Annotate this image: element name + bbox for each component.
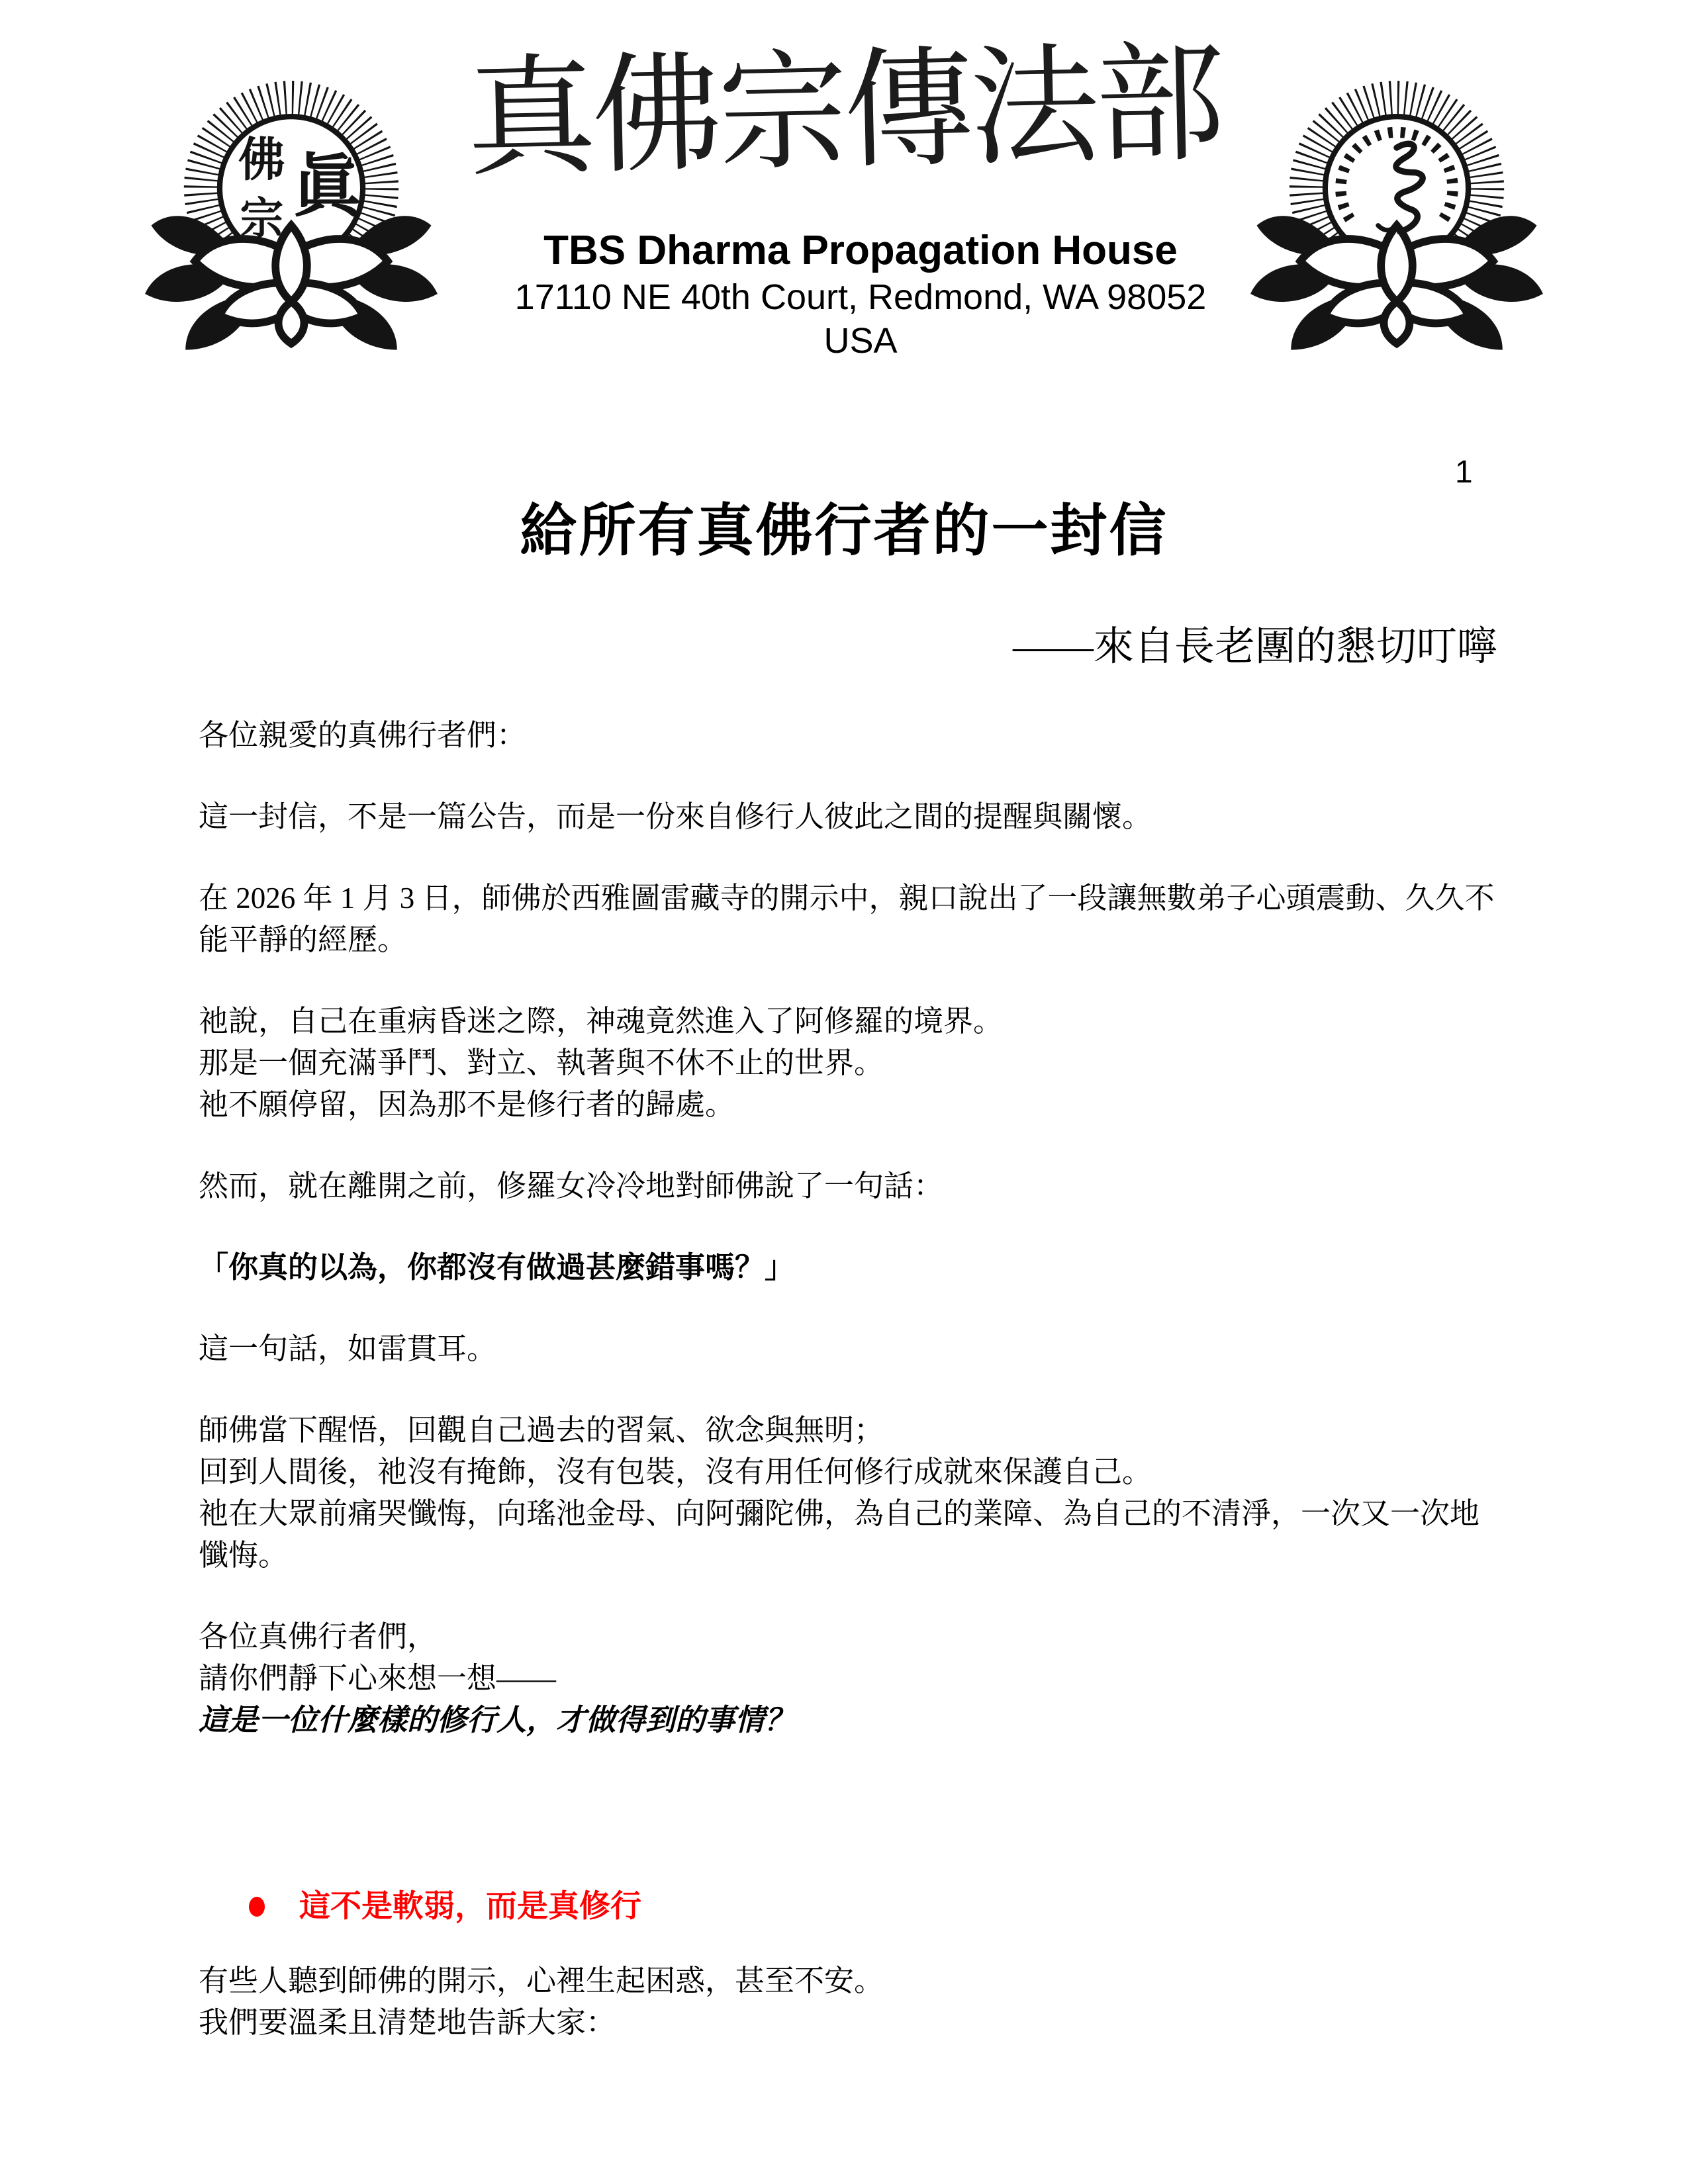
bullet-item-label: 這不是軟弱，而是真修行 bbox=[299, 1889, 641, 1924]
emphasis-line: 這是一位什麼樣的修行人，才做得到的事情？ bbox=[199, 1704, 795, 1737]
letter-title: 給所有真佛行者的一封信 bbox=[520, 499, 1168, 563]
paragraph-line: 那是一個充滿爭鬥、對立、執著與不休不止的世界。 bbox=[199, 1046, 884, 1079]
seal-char-zong: 宗 bbox=[240, 195, 284, 244]
quote-line: 「你真的以為，你都沒有做過甚麼錯事嗎？」 bbox=[199, 1251, 795, 1284]
org-header bbox=[473, 226, 1248, 363]
paragraph bbox=[199, 1165, 1495, 1207]
bullet-item bbox=[199, 1884, 1495, 1930]
paragraph-line: 這一封信，不是一篇公告，而是一份來自修行人彼此之間的提醒與關懷。 bbox=[199, 800, 1152, 833]
paragraph-line: 這一句話，如雷貫耳。 bbox=[199, 1332, 497, 1365]
page-number: 1 bbox=[1455, 455, 1473, 490]
paragraph-line: 祂不願停留，因為那不是修行者的歸處。 bbox=[199, 1088, 735, 1121]
paragraph-line: 祂說，自己在重病昏迷之際，神魂竟然進入了阿修羅的境界。 bbox=[199, 1005, 1004, 1038]
emphasis-paragraph bbox=[199, 1700, 1495, 1741]
paragraph bbox=[199, 1328, 1495, 1370]
paragraph bbox=[199, 878, 1495, 961]
letter-body bbox=[199, 715, 1495, 2083]
quote-paragraph bbox=[199, 1247, 1495, 1289]
salutation bbox=[199, 715, 1495, 756]
bullet-dot-icon bbox=[249, 1897, 265, 1917]
tbs-lotus-tibetan-emblem bbox=[1241, 76, 1552, 387]
paragraph-line: 各位真佛行者們， bbox=[199, 1620, 438, 1653]
paragraph-line: 祂在大眾前痛哭懺悔，向瑤池金母、向阿彌陀佛，為自己的業障、為自己的不清淨，一次又一次地懺悔。 bbox=[199, 1497, 1480, 1572]
vertical-spacer bbox=[199, 1741, 1495, 1884]
paragraph-line: 在 2026 年 1 月 3 日，師佛於西雅圖雷藏寺的開示中，親口說出了一段讓無數弟子心頭震動、久久不能平靜的經歷。 bbox=[199, 882, 1495, 956]
org-name: TBS Dharma Propagation House bbox=[543, 228, 1178, 273]
paragraph bbox=[199, 796, 1495, 838]
tbs-lotus-seal-emblem bbox=[136, 76, 447, 387]
closing-paragraph bbox=[199, 1960, 1495, 2044]
paragraph-line: 師佛當下醒悟，回觀自己過去的習氣、欲念與無明； bbox=[199, 1414, 884, 1447]
paragraph bbox=[199, 1001, 1495, 1126]
paragraph-line: 然而，就在離開之前，修羅女冷冷地對師佛說了一句話： bbox=[199, 1169, 944, 1203]
paragraph-line: 有些人聽到師佛的開示，心裡生起困惑，甚至不安。 bbox=[199, 1964, 884, 1997]
seal-char-fo: 佛 bbox=[238, 134, 285, 187]
paragraph-line: 我們要溫柔且清楚地告訴大家： bbox=[199, 2006, 616, 2039]
paragraph-line: 請你們靜下心來想一想—— bbox=[199, 1662, 557, 1695]
paragraph bbox=[199, 1410, 1495, 1576]
seal-char-zhen: 眞 bbox=[293, 150, 361, 226]
paragraph-line: 各位親愛的真佛行者們： bbox=[199, 719, 527, 752]
paragraph-line: 回到人間後，祂沒有掩飾，沒有包裝，沒有用任何修行成就來保護自己。 bbox=[199, 1455, 1152, 1488]
org-address: 17110 NE 40th Court, Redmond, WA 98052 USA bbox=[514, 277, 1207, 361]
letter-subtitle: ——來自長老團的懇切叮嚀 bbox=[1012, 625, 1497, 669]
calligraphy-title: 真佛宗傳法部 bbox=[465, 32, 1223, 193]
paragraph bbox=[199, 1616, 1495, 1700]
